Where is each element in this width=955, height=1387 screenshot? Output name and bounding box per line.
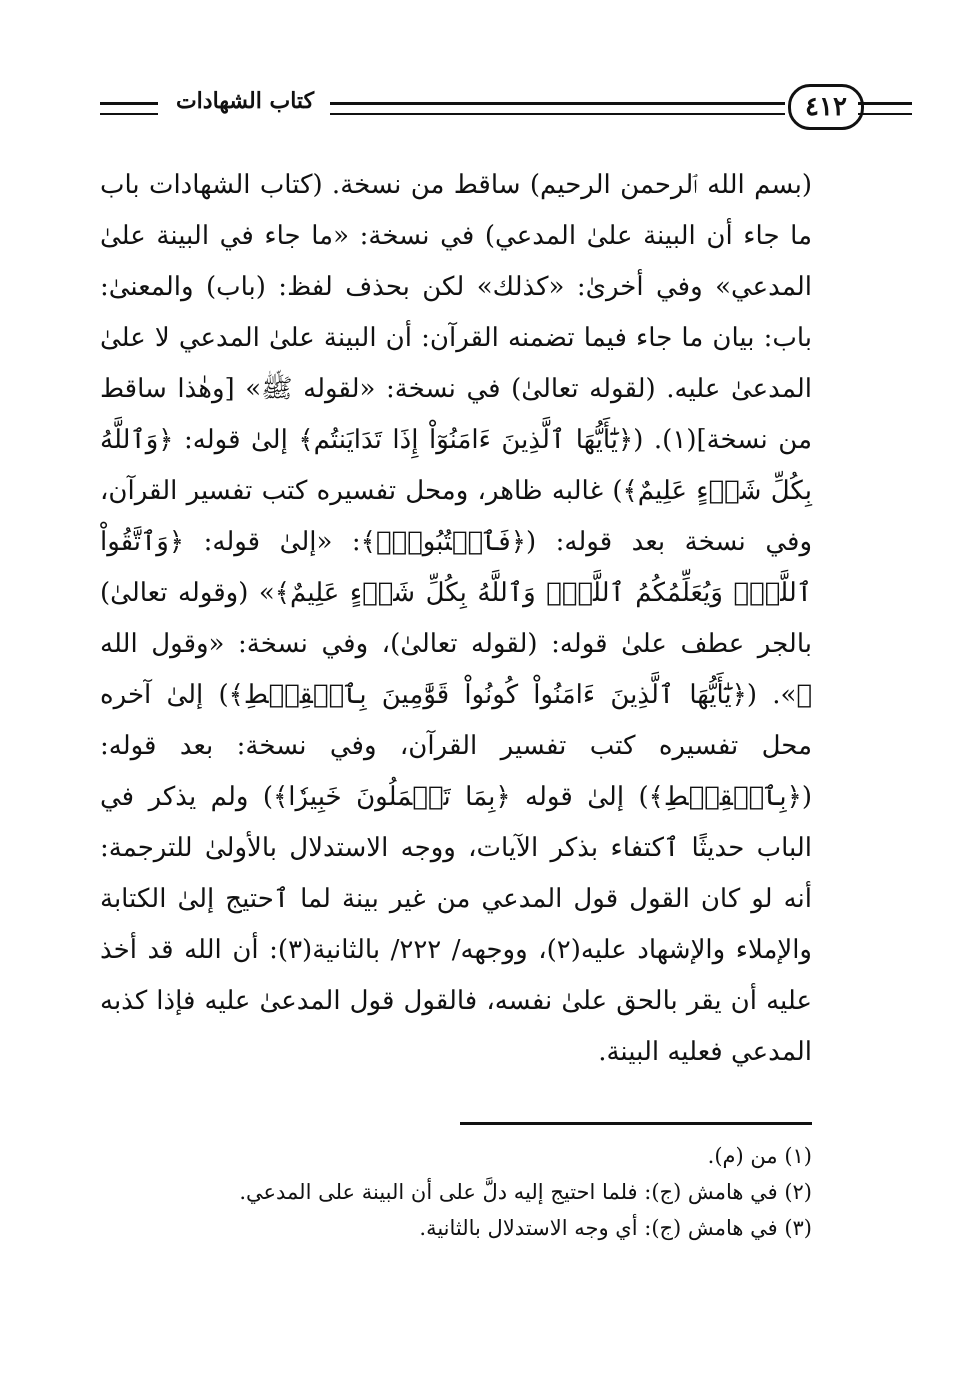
- header-title: كتاب الشهادات: [175, 88, 315, 114]
- running-header: [100, 78, 847, 138]
- main-text-paragraph: (بسم الله ٱلرحمن الرحيم) ساقط من نسخة. (كتاب الشهادات باب ما جاء أن البينة علىٰ المدعي) في نسخة: «ما جاء في البينة علىٰ المدعي» وفي أخرىٰ: «كذلك» لكن بحذف لفظ: (باب) والمعنىٰ: باب: بيان ما جاء فيما تضمنه القرآن: أن البينة علىٰ المدعي لا علىٰ المدعىٰ عليه. (لقوله تعالىٰ) في نسخة: «لقوله ﷺ» [وهٰذا ساقط من نسخة](١). (﴿يَٰٓأَيُّهَا ٱلَّذِينَ ءَامَنُوٓاْ إِذَا تَدَايَنتُم﴾ إلىٰ قوله: ﴿وَٱللَّهُ بِكُلِّ شَيۡءٍ عَلِيمٌ﴾) غالبه ظاهر، ومحل تفسيره كتب تفسير القرآن، وفي نسخة بعد قوله: (﴿فَٱكۡتُبُوهُۚ﴾: «إلىٰ قوله: ﴿وَٱتَّقُواْ ٱللَّهَۖ وَيُعَلِّمُكُمُ ٱللَّهُۗ وَٱللَّهُ بِكُلِّ شَيۡءٍ عَلِيمٌ﴾» (وقوله تعالىٰ) بالجر عطف علىٰ قوله: (لقوله تعالىٰ)، وفي نسخة: «وقول الله ﷺ». (﴿يَٰٓأَيُّهَا ٱلَّذِينَ ءَامَنُواْ كُونُواْ قَوَّٰمِينَ بِٱلۡقِسۡطِ﴾) إلىٰ آخره محل تفسيره كتب تفسير القرآن، وفي نسخة: بعد قوله: (﴿بِٱلۡقِسۡطِ﴾) إلىٰ قوله ﴿بِمَا تَعۡمَلُونَ خَبِيرٗا﴾) ولم يذكر في الباب حديثًا ٱكتفاء بذكر الآيات، ووجه الاستدلال بالأولىٰ للترجمة: أنه لو كان القول قول المدعي من غير بينة لما ٱحتيج إلىٰ الكتابة والإملاء والإشهاد عليه(٢)، ووجهه/ ٢٢٢/ بالثانية(٣): أن الله قد أخذ عليه أن يقر بالحق علىٰ نفسه، فالقول قول المدعىٰ عليه فإذا كذبه المدعي فعليه البينة.: [100, 170, 812, 1067]
- footnote-separator: [460, 1122, 812, 1125]
- footnote-3: (٣) في هامش (ج): أي وجه الاستدلال بالثانية.: [419, 1216, 812, 1240]
- footnote-1: (١) من (م).: [707, 1144, 812, 1168]
- footnote-2: (٢) في هامش (ج): فلما احتيج إليه دلَّ على أن البينة على المدعي.: [239, 1180, 812, 1204]
- header-rule-left: [100, 102, 158, 115]
- header-rule-middle: [330, 102, 785, 115]
- footnotes-list: [100, 1138, 812, 1246]
- page-number-badge: ٤١٢: [788, 84, 864, 130]
- header-rule-right: [858, 102, 912, 115]
